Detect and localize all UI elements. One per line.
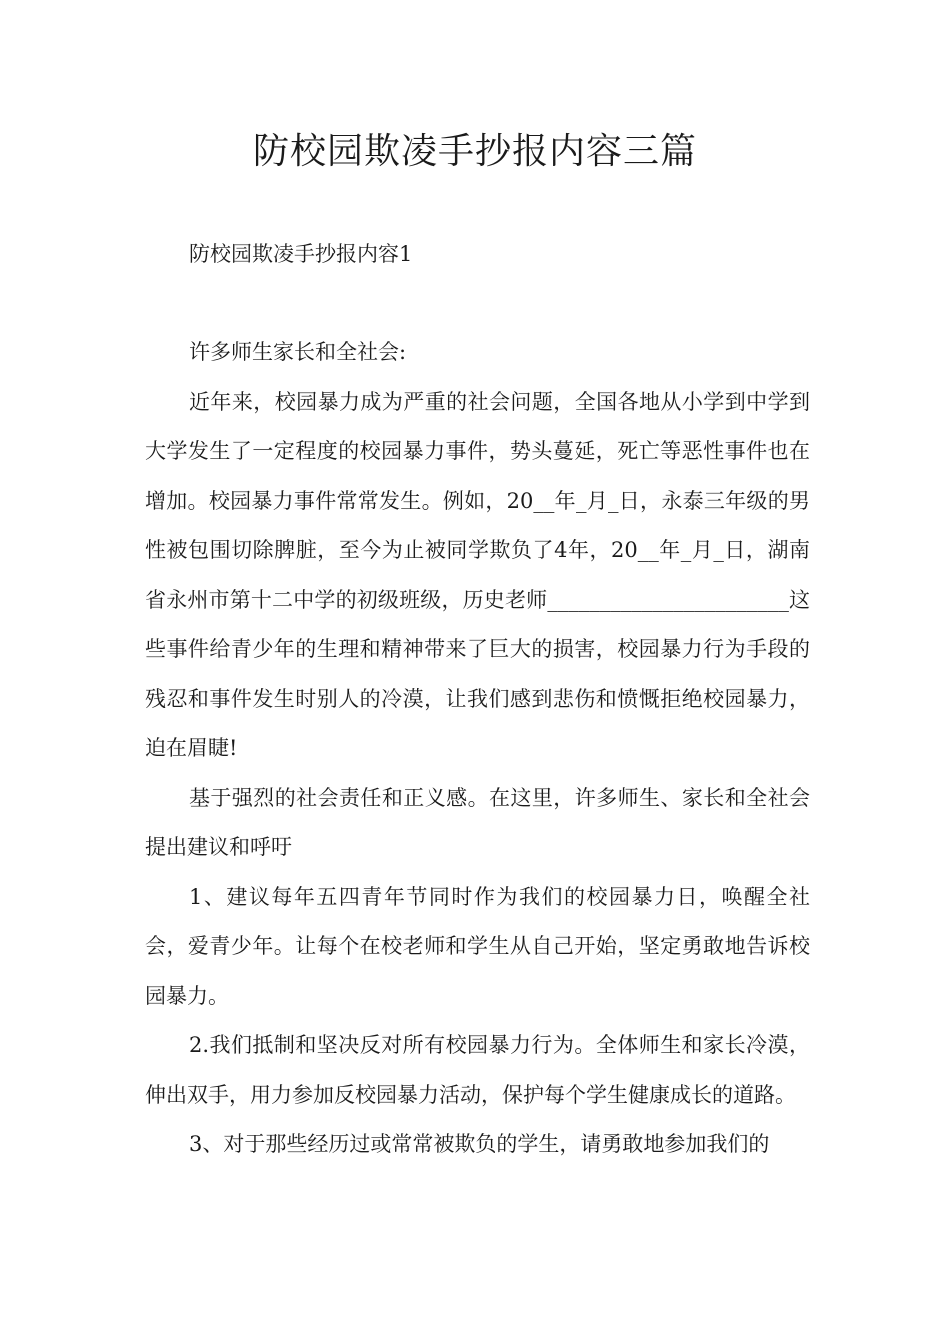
body-paragraph-5: 3、对于那些经历过或常常被欺负的学生，请勇敢地参加我们的 [189, 1132, 770, 1156]
document-body [145, 328, 810, 1170]
document-title: 防校园欺凌手抄报内容三篇 [252, 131, 697, 172]
section-heading: 防校园欺凌手抄报内容1 [189, 242, 413, 266]
body-paragraph-1: 近年来，校园暴力成为严重的社会问题，全国各地从小学到中学到大学发生了一定程度的校园暴力事件，势头蔓延，死亡等恶性事件也在增加。校园暴力事件常常发生。例如，20__年_月_日，永泰三年级的男性被包围切除脾脏，至今为止被同学欺负了4年，20__年_月_日，湖南省永州市第十二中学的初级班级，历史老师_______________________这些事件给青少年的生理和精神带来了巨大的损害，校园暴力行为手段的残忍和事件发生时别人的冷漠，让我们感到悲伤和愤慨拒绝校园暴力，迫在眉睫! [145, 389, 810, 760]
body-paragraph-2: 基于强烈的社会责任和正义感。在这里，许多师生、家长和全社会提出建议和呼吁 [145, 785, 810, 859]
body-paragraph-3: 1、建议每年五四青年节同时作为我们的校园暴力日，唤醒全社会，爱青少年。让每个在校老师和学生从自己开始，坚定勇敢地告诉校园暴力。 [145, 884, 810, 1008]
salutation-paragraph: 许多师生家长和全社会: [189, 340, 407, 364]
body-paragraph-4: 2.我们抵制和坚决反对所有校园暴力行为。全体师生和家长冷漠，伸出双手，用力参加反校园暴力活动，保护每个学生健康成长的道路。 [145, 1033, 810, 1107]
